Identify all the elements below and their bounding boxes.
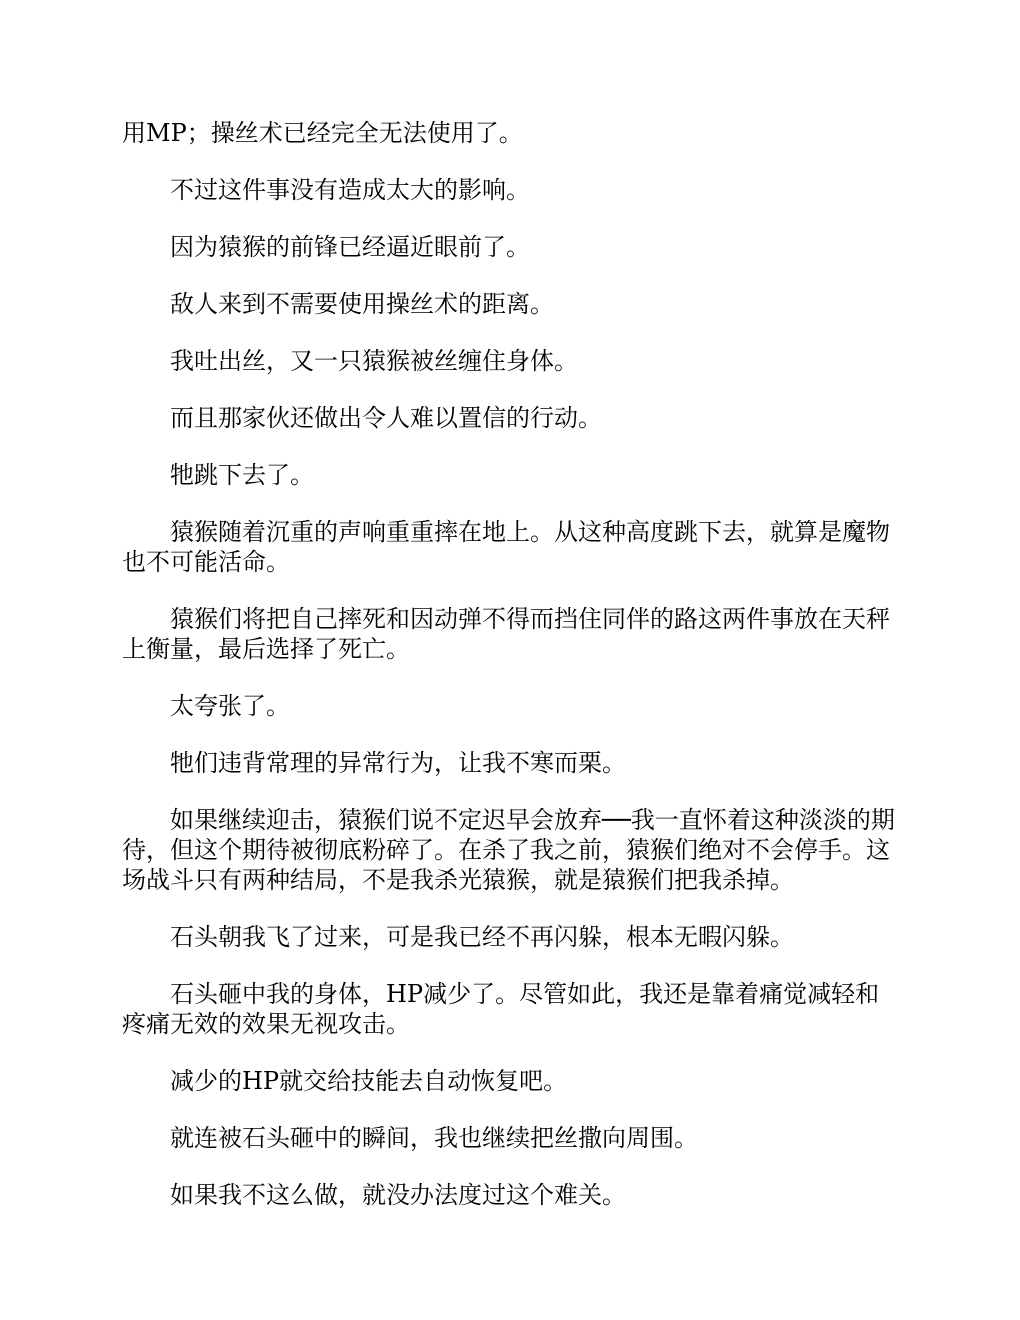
paragraph: 石头砸中我的身体，HP减少了。尽管如此，我还是靠着痛觉减轻和疼痛无效的效果无视攻击。 [122, 980, 880, 1038]
paragraph: 因为猿猴的前锋已经逼近眼前了。 [170, 233, 530, 261]
paragraph: 猿猴们将把自己摔死和因动弹不得而挡住同伴的路这两件事放在天秤上衡量，最后选择了死亡。 [122, 605, 890, 663]
body-text [122, 118, 898, 1237]
paragraph: 我吐出丝，又一只猿猴被丝缠住身体。 [170, 347, 578, 375]
paragraph: 就连被石头砸中的瞬间，我也继续把丝撒向周围。 [170, 1124, 698, 1152]
paragraph: 牠跳下去了。 [170, 461, 314, 489]
paragraph: 如果我不这么做，就没办法度过这个难关。 [170, 1181, 626, 1209]
paragraph: 牠们违背常理的异常行为，让我不寒而栗。 [170, 749, 626, 777]
paragraph: 如果继续迎击，猿猴们说不定迟早会放弃──我一直怀着这种淡淡的期待，但这个期待被彻底粉碎了。在杀了我之前，猿猴们绝对不会停手。这场战斗只有两种结局，不是我杀光猿猴，就是猿猴们把我杀掉。 [122, 806, 895, 894]
paragraph: 敌人来到不需要使用操丝术的距离。 [170, 290, 554, 318]
paragraph: 太夸张了。 [170, 692, 290, 720]
paragraph: 不过这件事没有造成太大的影响。 [170, 176, 530, 204]
paragraph: 石头朝我飞了过来，可是我已经不再闪躲，根本无暇闪躲。 [170, 923, 794, 951]
paragraph: 猿猴随着沉重的声响重重摔在地上。从这种高度跳下去，就算是魔物也不可能活命。 [122, 518, 890, 576]
paragraph: 减少的HP就交给技能去自动恢复吧。 [170, 1067, 568, 1095]
paragraph: 用MP；操丝术已经完全无法使用了。 [122, 119, 523, 147]
paragraph: 而且那家伙还做出令人难以置信的行动。 [170, 404, 602, 432]
